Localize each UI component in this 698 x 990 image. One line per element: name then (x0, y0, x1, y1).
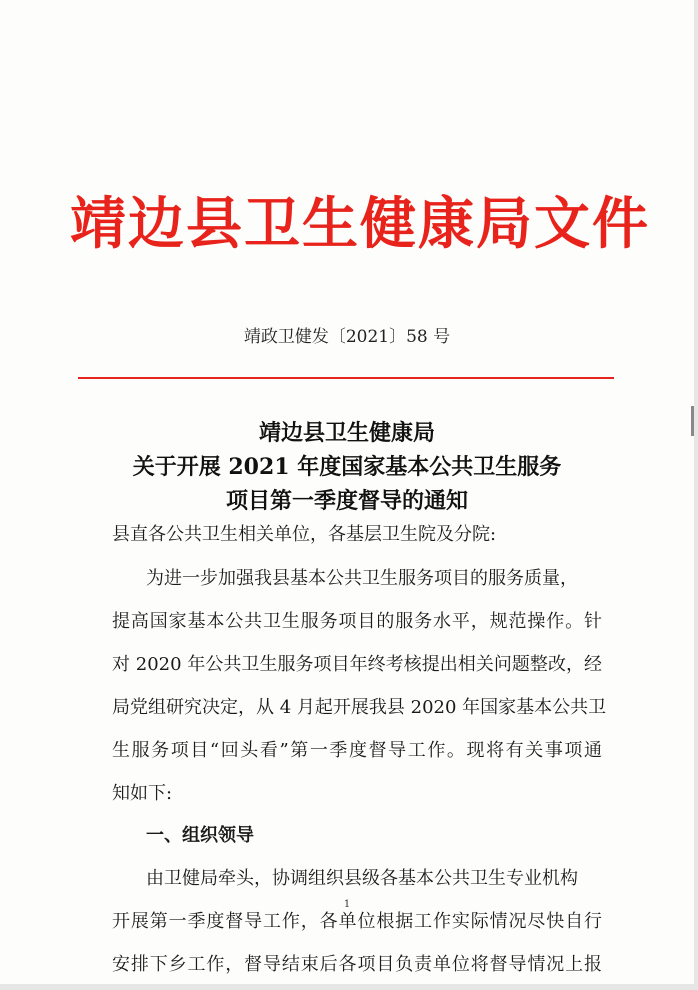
red-divider-line (78, 377, 614, 379)
scan-edge-mark (691, 406, 694, 436)
paragraph-1-line-6: 知如下: (112, 783, 173, 804)
paragraph-1-line-4: 局党组研究决定，从 4 月起开展我县 2020 年国家基本公共卫 (112, 697, 607, 718)
salutation: 县直各公共卫生相关单位，各基层卫生院及分院: (112, 524, 497, 545)
notice-title-line-2: 关于开展 2021 年度国家基本公共卫生服务 (132, 454, 562, 480)
paragraph-1-line-1: 为进一步加强我县基本公共卫生服务项目的服务质量， (146, 568, 578, 589)
paragraph-1-line-2: 提高国家基本公共卫生服务项目的服务水平，规范操作。针 (112, 611, 602, 632)
notice-title-line-1: 靖边县卫生健康局 (258, 420, 435, 446)
paragraph-2-line-2: 开展第一季度督导工作，各单位根据工作实际情况尽快自行 (112, 911, 602, 932)
section-1-heading: 一、组织领导 (146, 825, 254, 846)
paragraph-2-line-3: 安排下乡工作，督导结束后各项目负责单位将督导情况上报 (112, 954, 602, 975)
paragraph-1-line-5: 生服务项目“回头看”第一季度督导工作。现将有关事项通 (112, 740, 602, 761)
paragraph-1-line-3: 对 2020 年公共卫生服务项目年终考核提出相关问题整改，经 (112, 654, 602, 675)
paragraph-2-line-1: 由卫健局牵头，协调组织县级各基本公共卫生专业机构 (146, 868, 578, 889)
page-number: 1 (343, 899, 351, 910)
notice-title (0, 416, 694, 518)
notice-title-line-3: 项目第一季度督导的通知 (225, 488, 468, 514)
document-number: 靖政卫健发〔2021〕58 号 (243, 327, 451, 347)
document-header-title: 靖边县卫生健康局文件 (70, 191, 650, 257)
